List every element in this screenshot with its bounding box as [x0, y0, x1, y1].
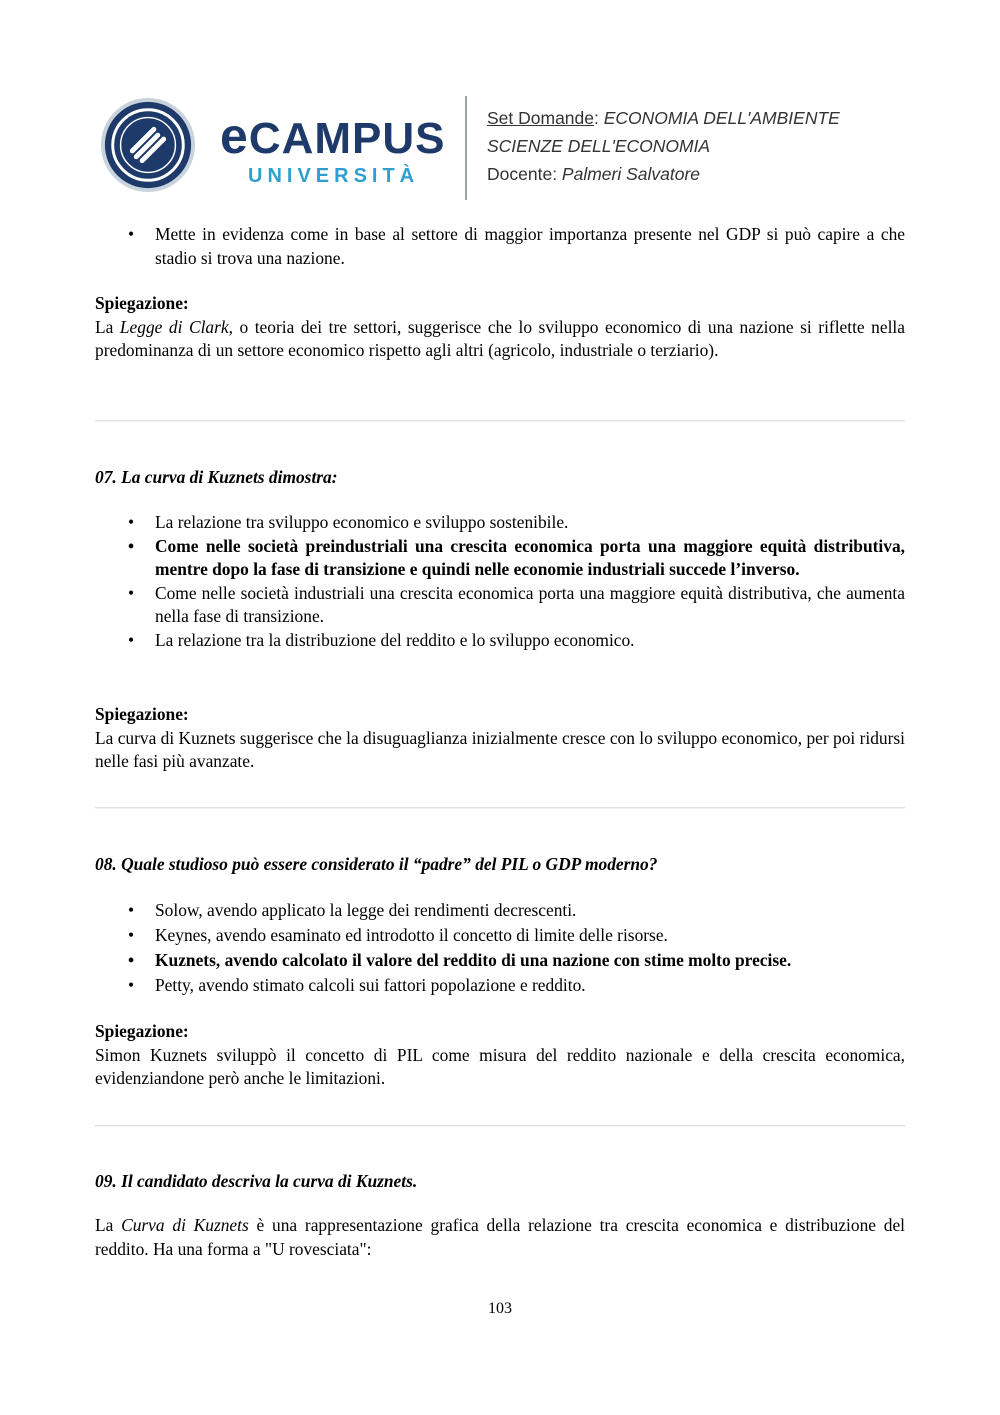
- ecampus-seal-icon: [99, 96, 197, 194]
- section-divider: [95, 1125, 905, 1126]
- list-item: [95, 923, 905, 948]
- brand-sub: UNIVERSITÀ: [248, 165, 420, 187]
- bullet-glyph: •: [128, 900, 135, 920]
- section-divider: [95, 807, 905, 808]
- list-item-correct: [95, 948, 905, 973]
- list-item: [95, 223, 905, 270]
- bullet-glyph: •: [128, 925, 135, 945]
- header-divider: [465, 96, 467, 200]
- course-line: SCIENZE DELL'ECONOMIA: [487, 136, 711, 156]
- explanation-text: , o teoria dei tre settori, suggerisce che lo sviluppo economico di una nazione si riflette nella predominanza di un settore economico rispetto agli altri (agricolo, industriale o terziario).: [95, 316, 905, 360]
- bullet-glyph: •: [128, 629, 135, 650]
- explanation-label: Spiegazione:: [95, 293, 189, 313]
- question-title: 07. La curva di Kuznets dimostra:: [95, 467, 338, 487]
- set-label: Set Domande: [487, 108, 595, 128]
- bullet-glyph: •: [128, 512, 135, 532]
- q08-explanation: [95, 1020, 905, 1091]
- list-item-correct: [95, 535, 905, 582]
- option-text: Come nelle società preindustriali una crescita economica porta una maggiore equità distributiva, mentre dopo la fase di transizione e quindi nelle economie industriali succede l’inverso.: [155, 535, 905, 579]
- question-title: 08. Quale studioso può essere considerato il “padre” del PIL o GDP moderno?: [95, 854, 658, 874]
- answer-emphasis: Curva di Kuznets: [121, 1215, 249, 1235]
- explanation-emphasis: Legge di Clark: [119, 316, 229, 337]
- explanation-text: Simon Kuznets sviluppò il concetto di PIL come misura del reddito nazionale e della crescita economica, evidenziandone però anche le limitazioni.: [95, 1044, 905, 1088]
- page-header: [95, 92, 905, 202]
- option-text: Petty, avendo stimato calcoli sui fattori popolazione e reddito.: [155, 975, 586, 995]
- q09-answer: [95, 1214, 905, 1261]
- option-text: Kuznets, avendo calcolato il valore del reddito di una nazione con stime molto precise.: [155, 950, 792, 970]
- list-item: [95, 629, 905, 653]
- option-text: Mette in evidenza come in base al settore di maggior importanza presente nel GDP si può capire a che stadio si trova una nazione.: [155, 224, 905, 268]
- docente-label: Docente: [487, 164, 553, 184]
- explanation-label: Spiegazione:: [95, 1021, 189, 1041]
- bullet-glyph: •: [128, 582, 135, 603]
- list-item: [95, 973, 905, 998]
- q06-options: [95, 223, 905, 270]
- answer-text: La: [95, 1215, 122, 1235]
- set-value: ECONOMIA DELL'AMBIENTE: [603, 108, 840, 128]
- section-divider: [95, 420, 905, 421]
- bullet-glyph: •: [128, 975, 135, 995]
- q08-title: [95, 853, 905, 877]
- explanation-label: Spiegazione:: [95, 704, 189, 724]
- list-item: [95, 582, 905, 629]
- explanation-text: La curva di Kuznets suggerisce che la disuguaglianza inizialmente cresce con lo sviluppo economico, per poi ridursi nelle fasi più avanzate.: [95, 727, 905, 771]
- q06-explanation: [95, 292, 905, 363]
- q08-options: [95, 898, 905, 998]
- option-text: La relazione tra sviluppo economico e sviluppo sostenibile.: [155, 512, 569, 532]
- option-text: Keynes, avendo esaminato ed introdotto il concetto di limite delle risorse.: [155, 925, 668, 945]
- option-text: Come nelle società industriali una crescita economica porta una maggiore equità distributiva, che aumenta nella fase di transizione.: [155, 582, 905, 626]
- q07-explanation: [95, 703, 905, 774]
- question-title: 09. Il candidato descriva la curva di Kuznets.: [95, 1171, 418, 1191]
- list-item: [95, 898, 905, 923]
- option-text: La relazione tra la distribuzione del reddito e lo sviluppo economico.: [155, 629, 635, 650]
- header-info: Set Domande: ECONOMIA DELL'AMBIENTE SCIENZE DELL'ECONOMIA Docente: Palmeri Salvatore: [487, 108, 840, 184]
- brand-main: CAMPUS: [248, 114, 446, 163]
- bullet-glyph: •: [128, 224, 135, 244]
- brand-e: e: [220, 108, 249, 164]
- bullet-glyph: •: [128, 535, 135, 556]
- q07-options: [95, 511, 905, 652]
- explanation-text: La: [95, 316, 120, 337]
- answer-text: è una rappresentazione grafica della relazione tra crescita economica e distribuzione del reddito. Ha una forma a "U rovesciata":: [95, 1215, 905, 1259]
- list-item: [95, 511, 905, 535]
- option-text: Solow, avendo applicato la legge dei rendimenti decrescenti.: [155, 900, 577, 920]
- q07-title: [95, 466, 905, 490]
- page-number: 103: [488, 1300, 512, 1317]
- q09-title: [95, 1170, 905, 1194]
- brand-wordmark: [220, 108, 450, 194]
- bullet-glyph: •: [128, 950, 135, 970]
- docente-value: Palmeri Salvatore: [561, 164, 701, 184]
